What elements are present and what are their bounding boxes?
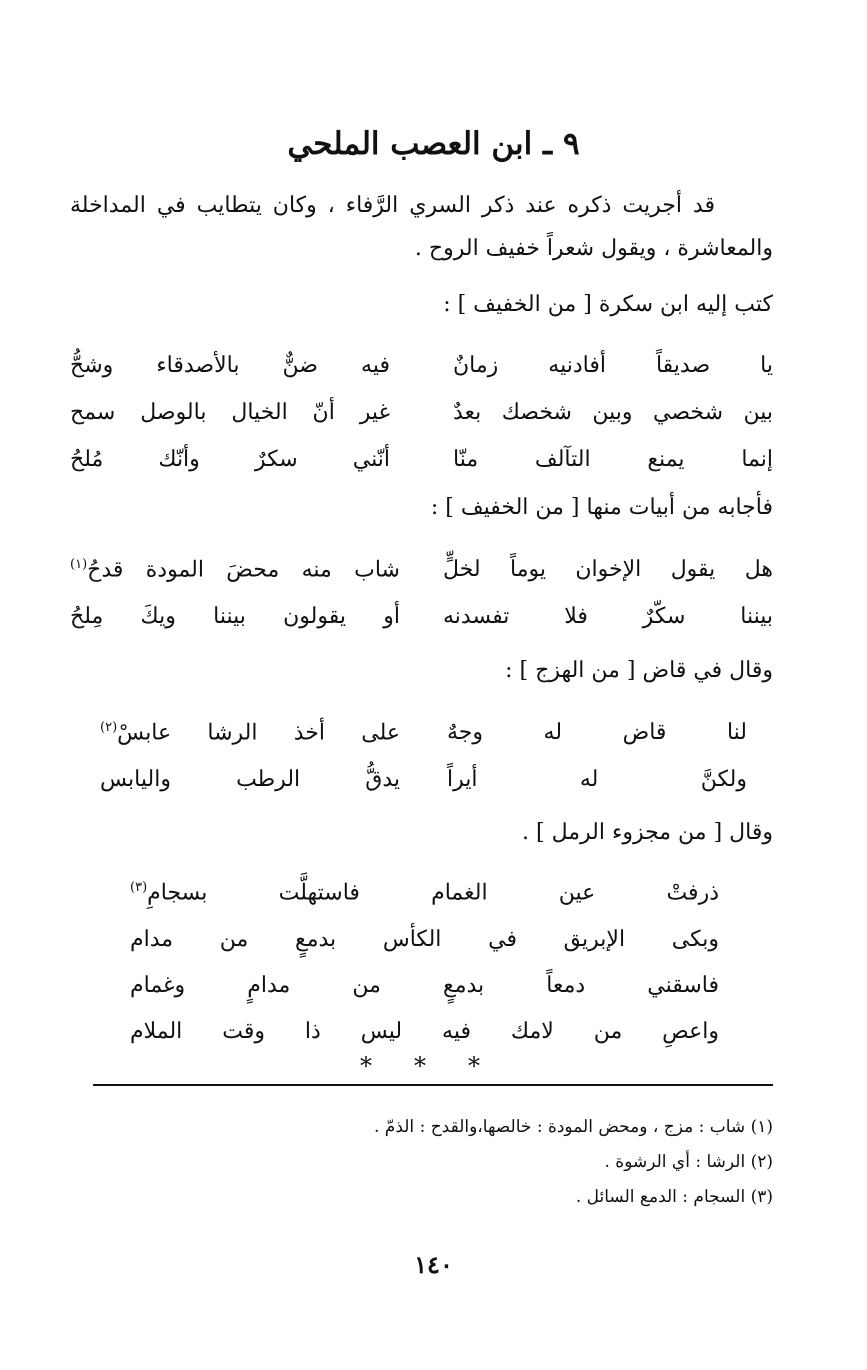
verse-hemistich-right: بين شخصي وبين شخصك بعدٌ bbox=[453, 400, 773, 425]
separator-star: * bbox=[414, 1052, 426, 1080]
footnote-divider bbox=[93, 1084, 773, 1086]
verse-hemistich-left bbox=[100, 720, 400, 745]
verse-line bbox=[70, 342, 773, 389]
verse-line bbox=[130, 962, 719, 1008]
verse-hemistich-left: يدقُّ الرطب واليابس bbox=[100, 767, 400, 792]
verse-hemistich-right: هل يقول الإخوان يوماً لخلٍّ bbox=[443, 557, 773, 582]
page-number: ١٤٠ bbox=[414, 1250, 453, 1279]
section-intro: فأجابه من أبيات منها [ من الخفيف ] : bbox=[430, 495, 773, 520]
section-separator bbox=[360, 1052, 480, 1080]
section-intro: وقال في قاض [ من الهزج ] : bbox=[505, 658, 773, 683]
verse-hemistich-right: لنا قاض له وجهٌ bbox=[447, 720, 747, 745]
verse-line-text: ذرفتْ عين الغمام فاستهلَّت بسجامِ bbox=[147, 880, 719, 906]
verse-line bbox=[130, 870, 719, 916]
footnote-marker: (١) bbox=[70, 556, 88, 572]
verse-text: على أخذ الرشا عابسْ bbox=[117, 720, 400, 746]
poem-block bbox=[70, 546, 773, 640]
verse-hemistich-left: أنّني سكرٌ وأنّك مُلحُ bbox=[70, 447, 390, 472]
verse-hemistich-left: أو يقولون بيننا ويكَ مِلحُ bbox=[70, 604, 400, 629]
verse-text bbox=[130, 880, 719, 905]
verse-hemistich-left: فيه ضنٌّ بالأصدقاء وشحُّ bbox=[70, 353, 390, 378]
verse-line bbox=[70, 593, 773, 640]
footnote-marker: (٢) bbox=[100, 719, 118, 735]
verse-hemistich-left: غير أنّ الخيال بالوصل سمح bbox=[70, 400, 390, 425]
verse-line bbox=[70, 436, 773, 483]
chapter-title: ٩ ـ ابن العصب الملحي bbox=[287, 126, 580, 162]
paragraph-line: والمعاشرة ، ويقول شعراً خفيف الروح . bbox=[414, 236, 773, 261]
section-intro: وقال [ من مجزوء الرمل ] . bbox=[522, 820, 773, 845]
poem-block bbox=[70, 342, 773, 483]
verse-text: شاب منه محضَ المودة قدحُ bbox=[87, 557, 400, 583]
section-intro: كتب إليه ابن سكرة [ من الخفيف ] : bbox=[443, 292, 773, 317]
footnotes bbox=[374, 1110, 773, 1215]
verse-text: فاسقني دمعاً بدمعٍ من مدامٍ وغمام bbox=[130, 972, 719, 998]
footnote-marker: (٣) bbox=[130, 880, 148, 896]
verse-text: وبكى الإبريق في الكأس بدمعٍ من مدام bbox=[130, 926, 719, 952]
footnote: (٣) السجام : الدمع السائل . bbox=[575, 1187, 773, 1207]
verse-text: واعصِ من لامك فيه ليس ذا وقت الملام bbox=[130, 1018, 719, 1044]
poem-block bbox=[130, 870, 719, 1054]
verse-line bbox=[70, 389, 773, 436]
verse-line bbox=[130, 1008, 719, 1054]
verse-hemistich-left bbox=[70, 557, 400, 582]
footnote: (١) شاب : مزج ، ومحض المودة : خالصها،والقدح : الذمّ . bbox=[374, 1117, 773, 1137]
separator-star: * bbox=[468, 1052, 480, 1080]
verse-hemistich-right: ولكنَّ له أيراً bbox=[447, 767, 747, 792]
verse-hemistich-right: إنما يمنع التآلف منّا bbox=[453, 447, 773, 472]
verse-line bbox=[130, 916, 719, 962]
verse-hemistich-right: يا صديقاً أفادنيه زمانٌ bbox=[453, 353, 773, 378]
separator-star: * bbox=[360, 1052, 372, 1080]
poem-block bbox=[100, 709, 747, 803]
verse-line bbox=[70, 546, 773, 593]
paragraph-line: قد أجريت ذكره عند ذكر السري الرَّفاء ، وكان يتطايب في المداخلة bbox=[70, 193, 715, 218]
footnote: (٢) الرشا : أي الرشوة . bbox=[604, 1152, 773, 1172]
intro-paragraph bbox=[70, 184, 773, 270]
verse-line bbox=[100, 709, 747, 756]
verse-line bbox=[100, 756, 747, 803]
verse-hemistich-right: بيننا سكّرٌ فلا تفسدنه bbox=[443, 604, 773, 629]
